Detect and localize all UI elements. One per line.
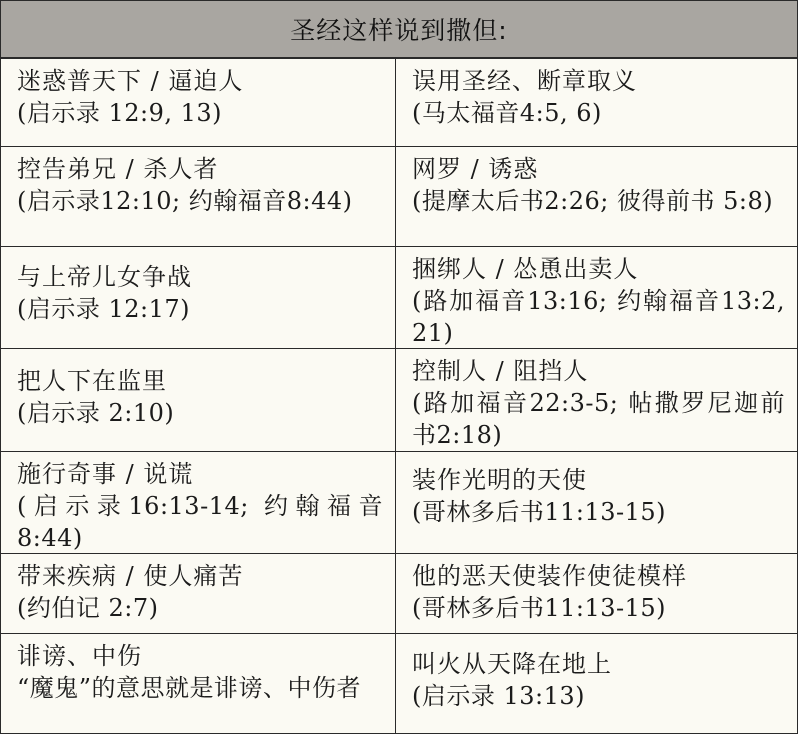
cell-reference: (启示录 12:9, 13)	[17, 99, 223, 127]
table-cell	[396, 59, 797, 147]
table-cell	[396, 349, 797, 452]
cell-heading: 带来疾病 / 使人痛苦	[17, 562, 244, 590]
cell-heading: 叫火从天降在地上	[412, 650, 612, 678]
cell-reference: (提摩太后书2:26; 彼得前书 5:8)	[412, 187, 774, 215]
table-cell	[396, 452, 797, 554]
cell-reference: (启示录 12:17)	[17, 295, 191, 323]
table-cell	[396, 147, 797, 247]
cell-reference: (哥林多后书11:13-15)	[412, 594, 667, 622]
cell-heading: 他的恶天使装作使徒模样	[412, 562, 687, 590]
cell-heading: 诽谤、中伤	[17, 642, 142, 670]
cell-reference: (启示录 13:13)	[412, 682, 586, 710]
table-cell	[1, 634, 396, 734]
table-cell	[1, 59, 396, 147]
cell-heading: 误用圣经、断章取义	[412, 67, 637, 95]
cell-heading: 控制人 / 阻挡人	[412, 357, 589, 385]
table-cell	[396, 247, 797, 349]
table-cell	[396, 554, 797, 634]
table-cell	[396, 634, 797, 734]
table-cell	[1, 247, 396, 349]
table-title: 圣经这样说到撒但:	[1, 1, 797, 59]
cell-reference: (启示录 2:10)	[17, 399, 175, 427]
cell-reference: (启示录12:10; 约翰福音8:44)	[17, 187, 353, 215]
table-cell	[1, 147, 396, 247]
cell-reference: (启示录16:13-14; 约翰福音 8:44)	[17, 492, 383, 552]
cell-heading: 迷惑普天下 / 逼迫人	[17, 67, 244, 95]
cell-reference: (哥林多后书11:13-15)	[412, 498, 667, 526]
table-body	[1, 59, 797, 734]
cell-heading: 网罗 / 诱惑	[412, 155, 539, 183]
cell-reference: “魔鬼”的意思就是诽谤、中伤者	[17, 674, 362, 702]
table-cell	[1, 554, 396, 634]
cell-reference: (约伯记 2:7)	[17, 594, 159, 622]
cell-heading: 装作光明的天使	[412, 466, 587, 494]
table-cell	[1, 349, 396, 452]
cell-reference: (马太福音4:5, 6)	[412, 99, 602, 127]
cell-heading: 与上帝儿女争战	[17, 263, 192, 291]
cell-heading: 施行奇事 / 说谎	[17, 460, 194, 488]
cell-heading: 控告弟兄 / 杀人者	[17, 155, 219, 183]
cell-reference: (路加福音13:16; 约翰福音13:2, 21)	[412, 287, 785, 347]
cell-reference: (路加福音22:3-5; 帖撒罗尼迦前书2:18)	[412, 389, 785, 449]
cell-heading: 捆绑人 / 怂恿出卖人	[412, 255, 639, 283]
table-cell	[1, 452, 396, 554]
cell-heading: 把人下在监里	[17, 367, 167, 395]
